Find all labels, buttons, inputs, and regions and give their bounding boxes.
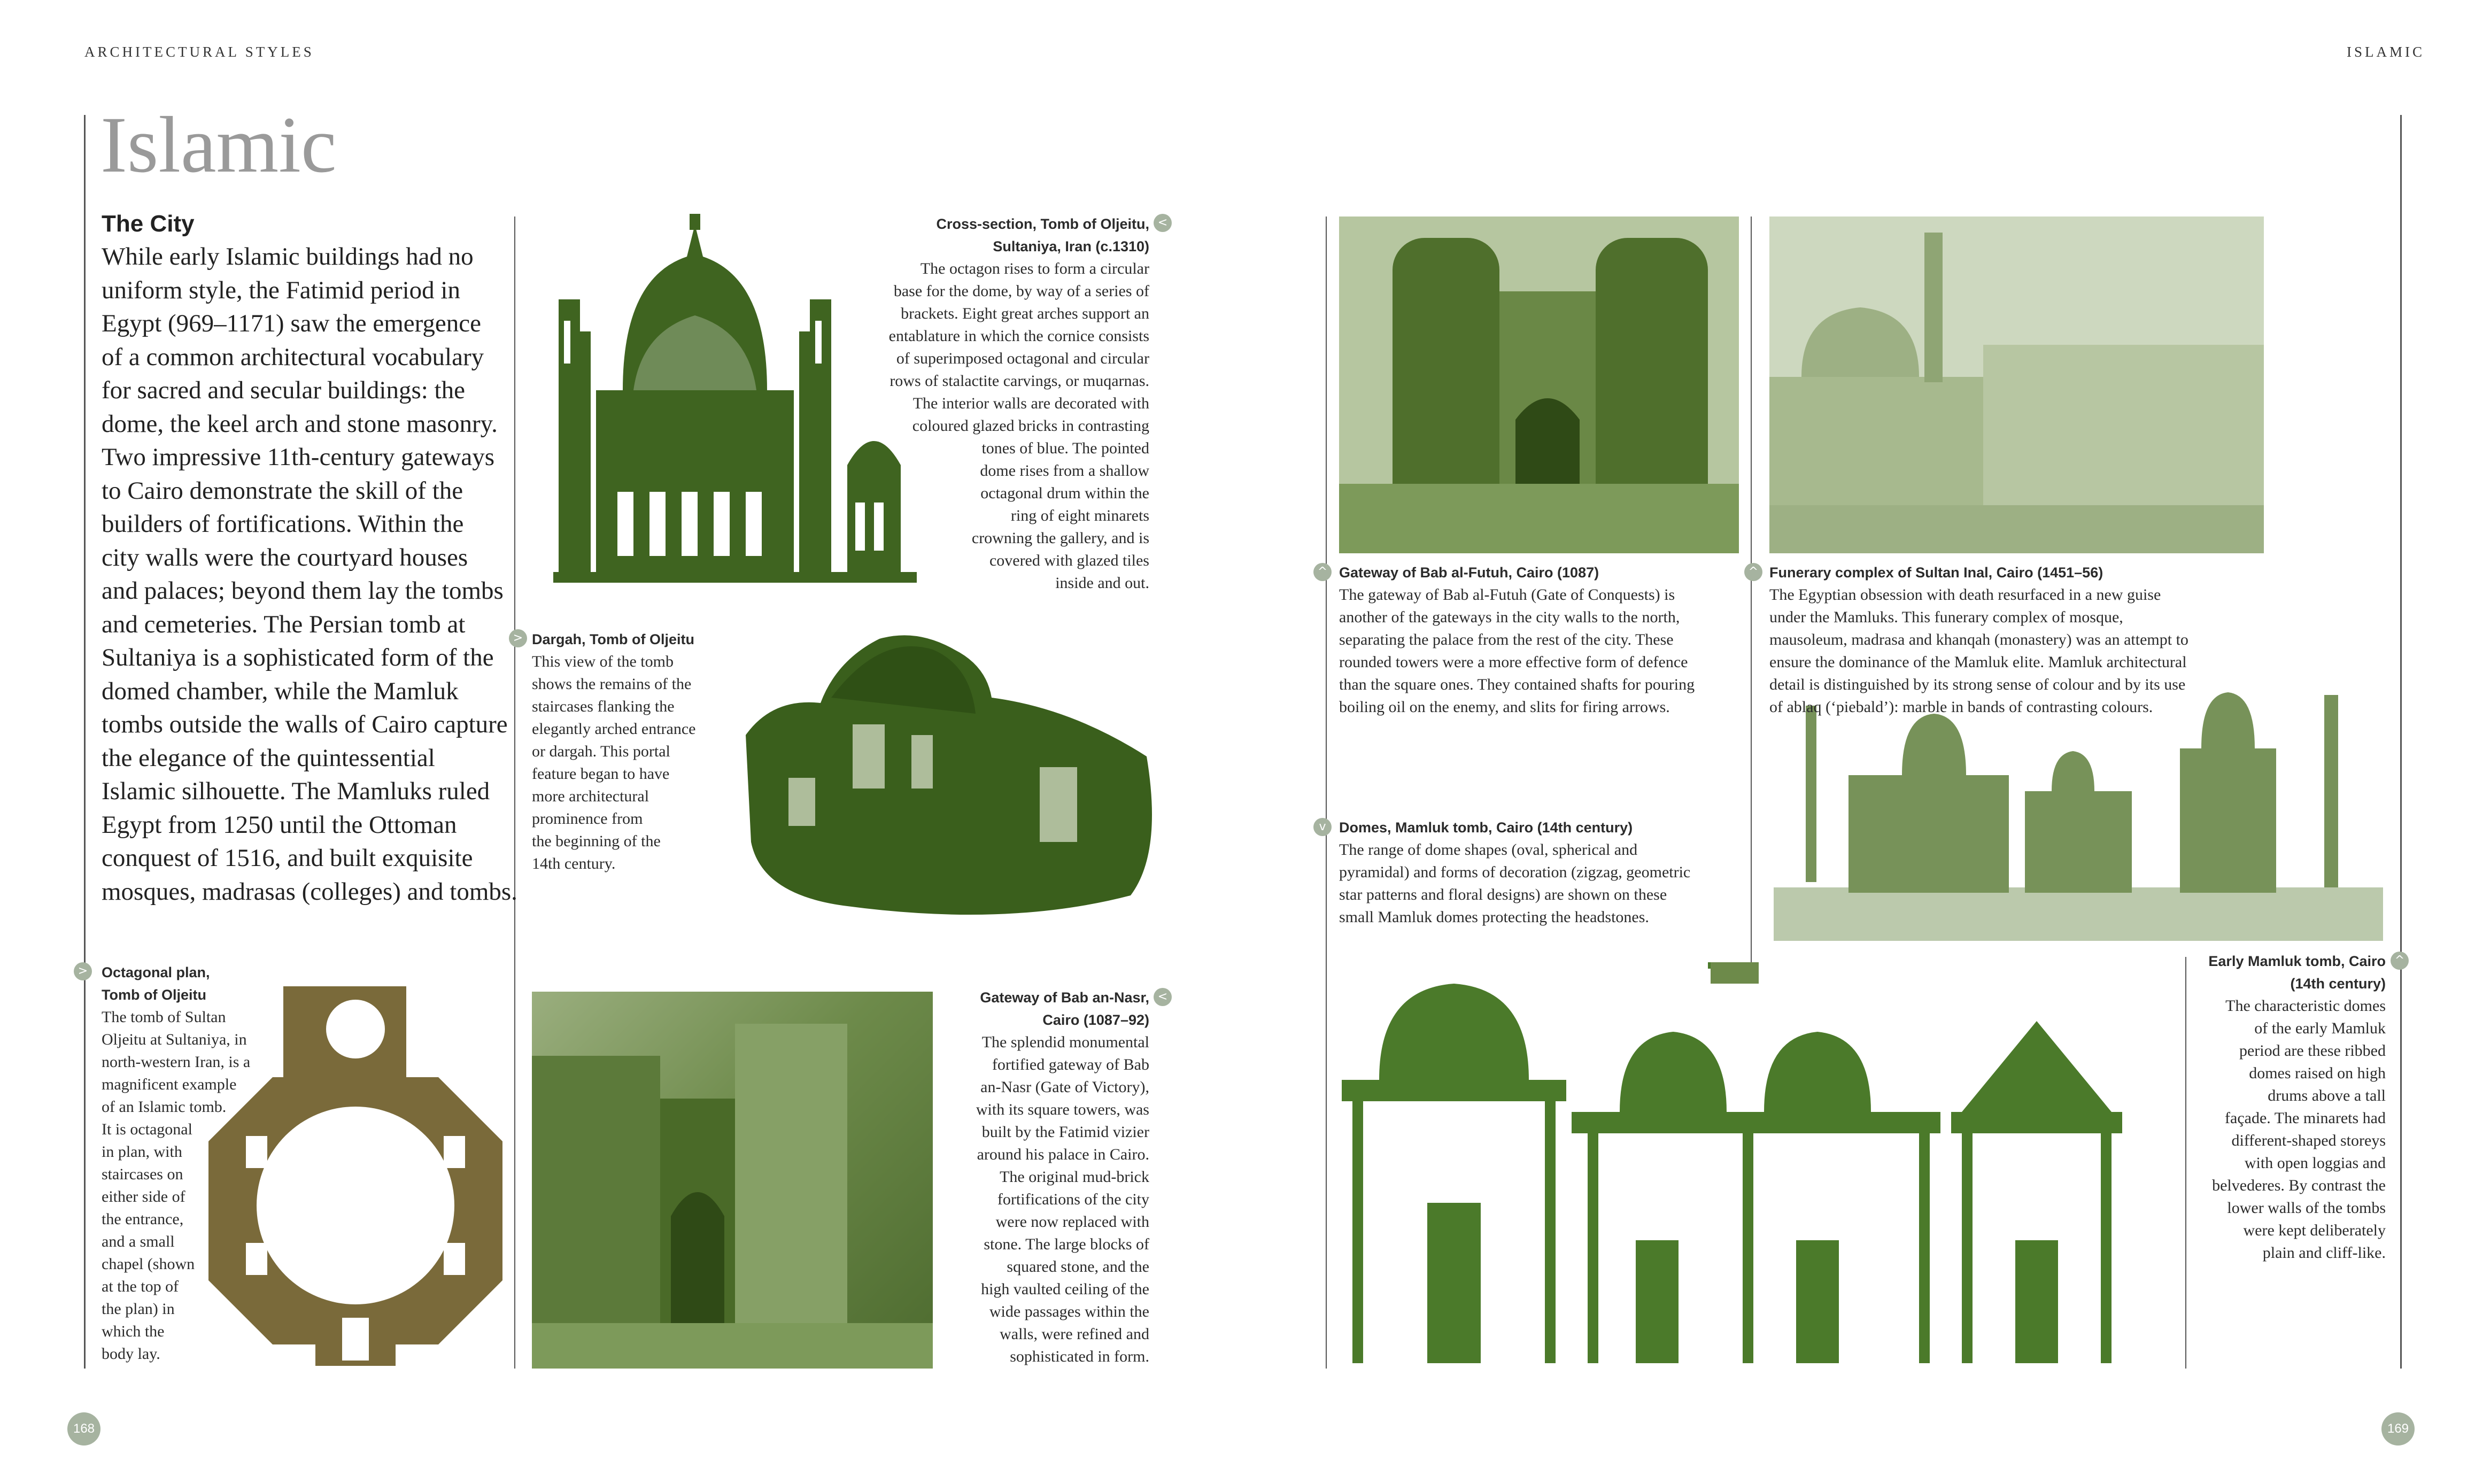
dargah-illustration [740, 628, 1163, 919]
intro-line: Islamic silhouette. The Mamluks ruled [102, 777, 490, 805]
caption-line: elegantly arched entrance [532, 720, 696, 738]
caption-line: of superimposed octagonal and circular [896, 350, 1149, 367]
intro-line: uniform style, the Fatimid period in [102, 276, 460, 304]
caption-line: separating the palace from the rest of the city. These [1339, 631, 1674, 648]
intro-line: domed chamber, while the Mamluk [102, 677, 459, 705]
caption-line: detail is distinguished by its strong sense of colour and by its use [1769, 676, 2186, 693]
caption-heading: Cairo (1087–92) [1042, 1012, 1149, 1028]
bab-an-nasr-photo [532, 992, 933, 1369]
caption-line: magnificent example [102, 1076, 237, 1093]
caption-heading: Gateway of Bab al-Futuh, Cairo (1087) [1339, 565, 1599, 581]
caption-line: rounded towers were a more effective form of defence [1339, 653, 1688, 671]
caption-line: sophisticated in form. [1010, 1348, 1149, 1365]
intro-line: conquest of 1516, and built exquisite [102, 844, 473, 872]
caption-line: wide passages within the [989, 1303, 1149, 1320]
cross-section-caption [834, 213, 1149, 594]
intro-line: for sacred and secular buildings: the [102, 376, 465, 404]
intro-line: Egypt (969–1171) saw the emergence [102, 310, 482, 337]
intro-line: Sultaniya is a sophisticated form of the [102, 644, 494, 671]
intro-line: to Cairo demonstrate the skill of the [102, 476, 463, 505]
caption-heading: (14th century) [2290, 976, 2386, 992]
caption-line: built by the Fatimid vizier [981, 1123, 1149, 1141]
caption-line: entablature in which the cornice consists [888, 327, 1149, 345]
intro-line: the elegance of the quintessential [102, 744, 435, 772]
caption-line: inside and out. [1055, 574, 1149, 592]
domes-mamluk-caption [1339, 816, 1745, 929]
caption-line: either side of [102, 1188, 185, 1205]
intro-line: tombs outside the walls of Cairo capture [102, 710, 508, 738]
caption-line: than the square ones. They contained shafts for pouring [1339, 676, 1695, 693]
caption-line: The range of dome shapes (oval, spherical and [1339, 841, 1638, 859]
caption-line: staircases flanking the [532, 698, 675, 715]
caption-line: north-western Iran, is a [102, 1053, 251, 1071]
caption-line: feature began to have [532, 765, 670, 783]
caption-line: star patterns and floral designs) are shown on these [1339, 886, 1667, 903]
caption-line: The splendid monumental [981, 1033, 1149, 1051]
caption-marker-up-arrow: ^ [1313, 563, 1332, 581]
caption-line: tones of blue. The pointed [981, 439, 1149, 457]
column-rule-3 [1751, 217, 1752, 965]
sultan-inal-caption [1769, 561, 2261, 718]
caption-line: It is octagonal [102, 1120, 192, 1138]
caption-line: rows of stalactite carvings, or muqarnas. [890, 372, 1149, 390]
caption-marker-up-arrow: ^ [1744, 563, 1762, 581]
caption-line: The characteristic domes [2225, 997, 2386, 1015]
caption-line: drums above a tall [2268, 1087, 2386, 1104]
bab-al-futuh-caption [1339, 561, 1745, 718]
caption-line: covered with glazed tiles [989, 552, 1149, 569]
caption-line: crowning the gallery, and is [971, 529, 1149, 547]
caption-line: another of the gateways in the city walls to the north, [1339, 608, 1680, 626]
intro-line: dome, the keel arch and stone masonry. [102, 409, 498, 438]
caption-line: body lay. [102, 1345, 160, 1363]
intro-body [102, 240, 519, 908]
octagonal-plan-caption [102, 961, 273, 1365]
page-number-right: 169 [2381, 1412, 2415, 1446]
caption-line: fortified gateway of Bab [992, 1056, 1149, 1073]
column-rule-2 [1326, 217, 1327, 1369]
caption-line: The tomb of Sultan [102, 1008, 226, 1026]
caption-line: The interior walls are decorated with [912, 395, 1149, 412]
caption-marker-down-arrow: v [1313, 818, 1332, 836]
caption-line: This view of the tomb [532, 653, 674, 670]
caption-marker-right-arrow: > [74, 962, 92, 980]
intro-line: city walls were the courtyard houses [102, 543, 468, 571]
caption-heading: Dargah, Tomb of Oljeitu [532, 631, 695, 647]
early-mamluk-caption [2176, 950, 2386, 1264]
running-head-right: ISLAMIC [2347, 44, 2425, 60]
caption-line: boiling oil on the enemy, and slits for firing arrows. [1339, 698, 1670, 716]
caption-line: ensure the dominance of the Mamluk elite. Mamluk architectural [1769, 653, 2187, 671]
caption-line: which the [102, 1323, 165, 1340]
caption-marker-right-arrow: > [509, 629, 527, 647]
caption-line: different-shaped storeys [2231, 1132, 2386, 1149]
caption-heading: Cross-section, Tomb of Oljeitu, [936, 216, 1149, 232]
caption-line: the beginning of the [532, 832, 661, 850]
dargah-caption [532, 628, 746, 875]
caption-line: of the early Mamluk [2254, 1019, 2386, 1037]
caption-line: octagonal drum within the [980, 484, 1149, 502]
intro-line: and palaces; beyond them lay the tombs [102, 577, 504, 605]
caption-line: with open loggias and [2244, 1154, 2386, 1172]
caption-heading: Octagonal plan, [102, 964, 210, 980]
caption-line: mausoleum, madrasa and khanqah (monastery) was an attempt to [1769, 631, 2188, 648]
caption-line: were now replaced with [995, 1213, 1149, 1231]
page-title: Islamic [100, 101, 337, 189]
caption-line: domes raised on high [2249, 1064, 2386, 1082]
caption-line: of ablaq (‘piebald’): marble in bands of contrasting colours. [1769, 698, 2153, 716]
bab-al-futuh-photo [1339, 217, 1739, 553]
caption-heading: Funerary complex of Sultan Inal, Cairo (1451–56) [1769, 565, 2103, 581]
caption-line: ring of eight minarets [1010, 507, 1149, 524]
caption-marker-left-arrow: < [1154, 214, 1172, 232]
caption-line: with its square towers, was [976, 1101, 1149, 1118]
caption-heading: Domes, Mamluk tomb, Cairo (14th century) [1339, 820, 1633, 836]
caption-heading: Early Mamluk tomb, Cairo [2208, 953, 2386, 969]
caption-marker-left-arrow: < [1154, 988, 1172, 1006]
mamluk-domes-illustration [1336, 962, 2170, 1369]
caption-line: the plan) in [102, 1300, 175, 1318]
caption-heading: Tomb of Oljeitu [102, 987, 206, 1003]
caption-line: staircases on [102, 1165, 183, 1183]
caption-line: around his palace in Cairo. [977, 1146, 1149, 1163]
caption-line: chapel (shown [102, 1255, 195, 1273]
caption-line: of an Islamic tomb. [102, 1098, 227, 1116]
caption-line: pyramidal) and forms of decoration (zigzag, geometric [1339, 863, 1691, 881]
caption-line: in plan, with [102, 1143, 182, 1161]
caption-line: walls, were refined and [1000, 1325, 1149, 1343]
sultan-inal-photo [1769, 217, 2264, 553]
caption-line: high vaulted ceiling of the [981, 1280, 1149, 1298]
caption-line: coloured glazed bricks in contrasting [912, 417, 1149, 435]
intro-line: While early Islamic buildings had no [102, 243, 474, 270]
left-margin-rule [84, 115, 86, 1369]
caption-line: dome rises from a shallow [980, 462, 1149, 480]
bab-an-nasr-caption [941, 986, 1149, 1368]
intro-line: mosques, madrasas (colleges) and tombs. [102, 877, 517, 906]
caption-line: plain and cliff-like. [2262, 1244, 2386, 1262]
caption-line: The gateway of Bab al-Futuh (Gate of Conquests) is [1339, 586, 1675, 604]
caption-line: shows the remains of the [532, 675, 692, 693]
caption-line: Oljeitu at Sultaniya, in [102, 1031, 247, 1048]
caption-line: more architectural [532, 787, 649, 805]
caption-line: brackets. Eight great arches support an [901, 305, 1149, 322]
caption-line: were kept deliberately [2243, 1222, 2386, 1239]
caption-line: The octagon rises to form a circular [920, 260, 1149, 277]
intro-line: and cemeteries. The Persian tomb at [102, 610, 466, 638]
caption-line: under the Mamluks. This funerary complex of mosque, [1769, 608, 2123, 626]
intro-line: Egypt from 1250 until the Ottoman [102, 810, 457, 839]
caption-line: façade. The minarets had [2225, 1109, 2386, 1127]
caption-line: The original mud-brick [1000, 1168, 1149, 1186]
early-mamluk-tomb-illustration [1774, 684, 2383, 941]
caption-line: fortifications of the city [997, 1191, 1149, 1208]
intro-heading: The City [102, 211, 195, 237]
intro-line: builders of fortifications. Within the [102, 510, 464, 538]
caption-line: period are these ribbed [2239, 1042, 2386, 1060]
caption-line: or dargah. This portal [532, 743, 670, 760]
intro-line: Two impressive 11th-century gateways [102, 443, 495, 471]
caption-heading: Sultaniya, Iran (c.1310) [993, 238, 1149, 254]
caption-line: belvederes. By contrast the [2212, 1177, 2386, 1194]
caption-line: small Mamluk domes protecting the headstones. [1339, 908, 1649, 926]
intro-line: of a common architectural vocabulary [102, 343, 484, 371]
caption-line: stone. The large blocks of [984, 1235, 1149, 1253]
caption-line: an-Nasr (Gate of Victory), [980, 1078, 1149, 1096]
running-head-left: ARCHITECTURAL STYLES [84, 44, 314, 60]
caption-line: and a small [102, 1233, 175, 1250]
caption-heading: Gateway of Bab an-Nasr, [980, 990, 1149, 1006]
caption-line: at the top of [102, 1278, 179, 1295]
caption-marker-up-arrow: ^ [2391, 952, 2409, 970]
caption-line: squared stone, and the [1007, 1258, 1149, 1276]
page-number-left: 168 [67, 1412, 100, 1446]
caption-line: lower walls of the tombs [2227, 1199, 2386, 1217]
caption-line: 14th century. [532, 855, 616, 872]
right-margin-rule [2400, 115, 2402, 1369]
caption-line: prominence from [532, 810, 643, 828]
caption-line: the entrance, [102, 1210, 184, 1228]
caption-line: base for the dome, by way of a series of [893, 282, 1149, 300]
caption-line: The Egyptian obsession with death resurfaced in a new guise [1769, 586, 2161, 604]
